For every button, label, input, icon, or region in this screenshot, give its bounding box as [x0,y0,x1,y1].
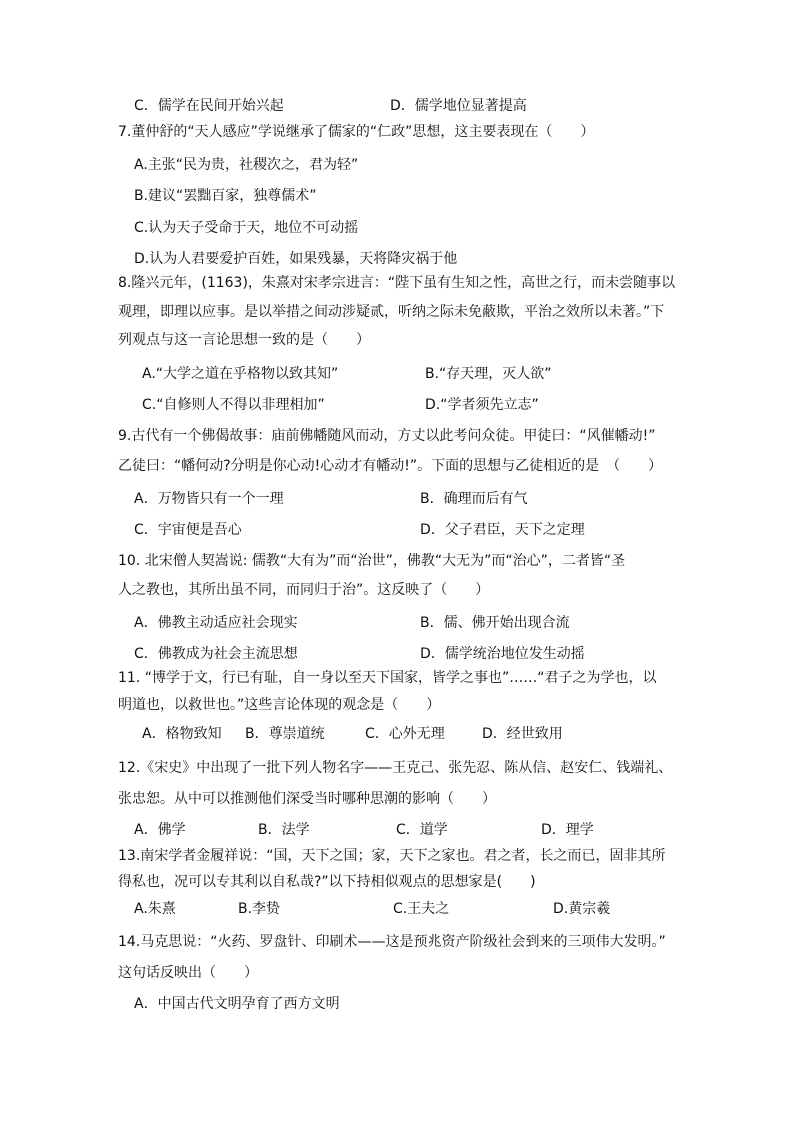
q10-stem-line1: 10. 北宋僧人契嵩说: 儒教“大有为”而“治世”，佛教“大无为”而“治心”，二者皆“圣 [118,553,626,569]
q10-option-a: A．佛教主动适应社会现实 [134,615,298,631]
q14-stem-line2: 这句话反映出（ ） [118,965,258,981]
q9-option-d: D．父子君臣，天下之定理 [420,522,585,538]
q10-stem-line2: 人之教也，其所出虽不同，而同归于治”。这反映了（ ） [118,582,490,598]
q9-stem-line1: 9.古代有一个佛偈故事：庙前佛幡随风而动，方丈以此考问众徒。甲徒曰：“风催幡动!” [118,428,656,444]
q11-option-a: A．格物致知 [142,726,222,742]
q13-option-a: A.朱熹 [134,901,176,917]
q13-option-d: D.黄宗羲 [553,901,611,917]
q8-option-b: B.“存天理，灭人欲” [425,366,552,382]
q7-option-b: B.建议“罢黜百家，独尊儒术” [134,188,317,204]
q8-option-c: C.“自修则人不得以非理相加” [142,397,325,413]
q9-stem-line2: 乙徒曰：“幡何动?分明是你心动!心动才有幡动!”。下面的思想与乙徒相近的是 （ ） [118,458,663,474]
q8-option-a: A.“大学之道在乎格物以致其知” [142,366,339,382]
q7-stem: 7.董仲舒的“天人感应”学说继承了儒家的“仁政”思想，这主要表现在（ ） [118,124,595,140]
q13-option-c: C.王夫之 [393,901,450,917]
q7-option-c: C.认为天子受命于天，地位不可动摇 [134,220,359,236]
q9-option-b: B．确理而后有气 [420,491,528,507]
q8-option-d: D.“学者须先立志” [425,397,539,413]
q14-stem-line1: 14.马克思说：“火药、罗盘针、印刷术——这是预兆资产阶级社会到来的三项伟大发明。” [118,934,666,950]
q12-option-a: A．佛学 [134,822,186,838]
q9-option-c: C．宇宙便是吾心 [134,522,242,538]
q12-option-d: D．理学 [541,822,594,838]
q8-stem-line2: 观理，即理以应事。是以举措之间动涉疑贰，听纳之际未免蔽欺，平治之效所以未著。”下 [118,304,665,320]
q13-stem-line1: 13.南宋学者金履祥说：“国，天下之国；家，天下之家也。君之者，长之而已，固非其所 [118,848,666,864]
q12-stem-line2: 张忠恕。从中可以推测他们深受当时哪种思潮的影响（ ） [118,791,496,807]
q12-option-b: B．法学 [258,822,310,838]
q6-option-d: D．儒学地位显著提高 [390,98,527,114]
q14-option-a: A．中国古代文明孕育了西方文明 [134,996,340,1012]
q8-stem-line1: 8.隆兴元年，(1163)，朱熹对宋孝宗进言：“陛下虽有生知之性，高世之行，而未尝随事以 [118,275,676,291]
q10-option-c: C．佛教成为社会主流思想 [134,646,298,662]
q7-option-a: A.主张“民为贵，社稷次之，君为轻” [134,157,359,173]
q11-stem-line1: 11. “博学于文，行已有耻，自一身以至天下国家，皆学之事也”……“君子之为学也，以 [118,670,657,686]
q9-option-a: A．万物皆只有一个一理 [134,491,284,507]
q13-stem-line2: 得私也，况可以专其利以自私哉?”以下持相似观点的思想家是( ) [118,874,536,890]
q11-option-b: B．尊崇道统 [245,726,325,742]
q12-stem-line1: 12.《宋史》中出现了一批下列人物名字——王克己、张先忍、陈从信、赵安仁、钱端礼、 [118,760,673,776]
q12-option-c: C．道学 [396,822,448,838]
q7-option-d: D.认为人君要爱护百姓，如果残暴，天将降灾祸于他 [134,251,458,267]
q13-option-b: B.李贽 [238,901,281,917]
q11-option-c: C．心外无理 [365,726,445,742]
q11-option-d: D．经世致用 [482,726,563,742]
q10-option-d: D．儒学统治地位发生动摇 [420,646,585,662]
q8-stem-line3: 列观点与这一言论思想一致的是（ ） [118,332,370,348]
q11-stem-line2: 明道也，以救世也。”这些言论体现的观念是（ ） [118,697,441,713]
q10-option-b: B．儒、佛开始出现合流 [420,615,570,631]
q6-option-c: C．儒学在民间开始兴起 [134,98,284,114]
